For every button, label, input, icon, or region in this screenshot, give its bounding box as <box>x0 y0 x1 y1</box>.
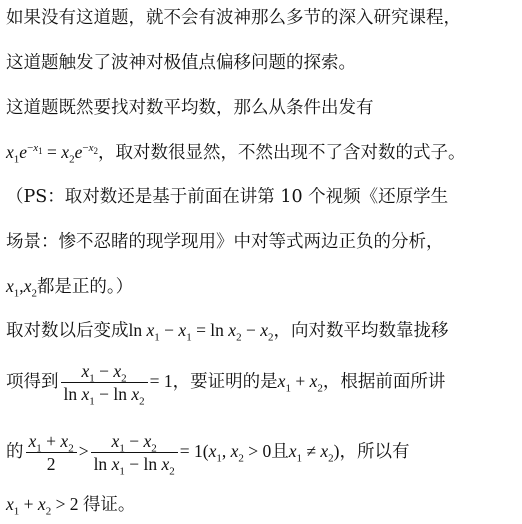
text-line-3: 这道题既然要找对数平均数，那么从条件出发有 <box>6 98 374 118</box>
text-line-10: 的 $\frac{x_1 + x_2}{2}$ > $\frac{x_1 - x_2}{\ln x_1 - \ln x_2}$ = $1(x_1$, $x_2 > 0$且$x_1 \ne x_2$)，所以有 <box>6 431 410 478</box>
text-line-10-post: ，所以有 <box>339 442 410 462</box>
text-line-9-post: ，根据前面所讲 <box>322 372 446 392</box>
equation-log-form: $\ln x_1 - x_1 = \ln x_2 - x_2$ <box>128 320 274 344</box>
text-line-9: 项得到 $\frac{x_1 - x_2}{\ln x_1 - \ln x_2}$ = 1，要证明的是$x_1 + x_2$，根据前面所讲 <box>6 361 446 408</box>
text-line-8-pre: 取对数以后变成 <box>6 321 129 341</box>
text-line-4-text: ，取对数很显然，不然出现不了含对数的式子。 <box>97 143 466 163</box>
fraction-arith-mean: $\frac{x_1 + x_2}{2}$ <box>26 430 77 475</box>
text-line-10-and: 且 <box>271 442 289 462</box>
fraction-log-mean-2: $\frac{x_1 - x_2}{\ln x_1 - \ln x_2}$ <box>91 430 178 475</box>
text-line-7 <box>6 274 518 299</box>
text-line-1: 如果没有这道题，就不会有波神那么多节的深入研究课程， <box>6 8 461 28</box>
text-line-9-pre: 项得到 <box>6 372 59 392</box>
text-line-9-mid: ，要证明的是 <box>172 372 278 392</box>
fraction-log-mean: $\frac{x_1 - x_2}{\ln x_1 - \ln x_2}$ <box>61 360 148 405</box>
math-x1-x2: $x_1,x_2$ <box>6 276 37 300</box>
math-conclusion: $x_1 + x_2 > 2$ <box>6 494 83 518</box>
text-line-8 <box>6 318 518 343</box>
text-line-10-pre: 的 <box>6 442 24 462</box>
text-line-11-post: 得证。 <box>82 495 136 515</box>
text-line-6: 场景：惨不忍睹的现学现用》中对等式两边正负的分析， <box>6 232 444 252</box>
text-line-7-text: 都是正的。） <box>36 277 134 297</box>
text-line-4 <box>6 140 518 165</box>
text-line-2: 这道题触发了波神对极值点偏移问题的探索。 <box>6 53 356 73</box>
text-line-11 <box>6 492 518 517</box>
text-line-8-post: ，向对数平均数靠拢移 <box>273 321 449 341</box>
text-line-5: （PS：取对数还是基于前面在讲第 10 个视频《还原学生 <box>6 187 449 207</box>
equation-condition: $x_1e^{-x_1} = x_2e^{-x_2}$ <box>6 142 98 166</box>
math-sum: $x_1 + x_2$ <box>277 371 323 395</box>
